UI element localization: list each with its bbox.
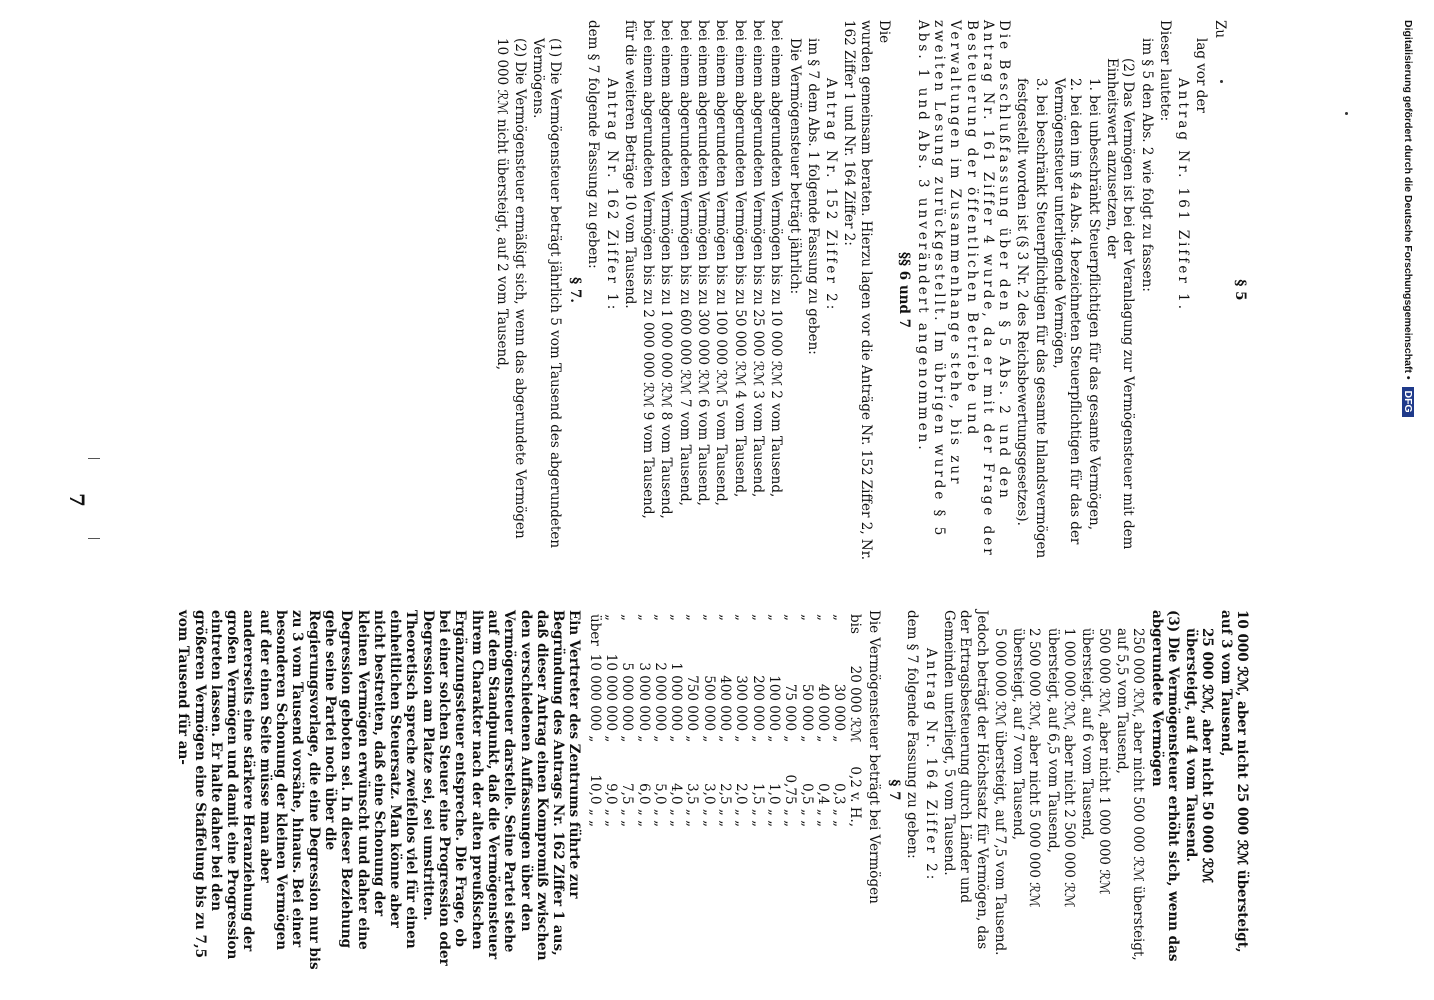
- table-cell-prefix: „: [814, 614, 831, 621]
- paragraph: wurden gemeinsam beraten. Hierzu lagen vor die Anträge Nr. 152 Ziffer 2, Nr. 162 Ziffer 1 und Nr. 164 Ziffer 2:: [841, 20, 874, 560]
- table-cell-prefix: „: [603, 614, 620, 621]
- text-line: Die Vermögensteuer beträgt bei Vermögen: [865, 610, 882, 904]
- section-heading: §§ 6 und 7: [896, 251, 913, 329]
- text-line: im § 5 den Abs. 2 wie folgt zu fassen:: [1138, 38, 1155, 292]
- text-line: 25 000 ℛℳ, aber nicht 50 000 ℛℳ übersteigt, auf 4 vom Tausend.: [1183, 628, 1216, 884]
- section-heading: § 5: [1232, 279, 1248, 301]
- table-cell-prefix: „: [651, 614, 668, 621]
- table-cell-prefix: „: [749, 614, 766, 621]
- table-cell-rate: 3,5 „ „: [684, 783, 701, 828]
- table-row: [847, 610, 863, 831]
- table-cell-amount: 2 000 000 „: [651, 662, 668, 743]
- table-cell-amount: 3 000 000 „: [635, 662, 652, 743]
- table-cell-rate: 10,0 „ „: [586, 774, 603, 828]
- text-line: bei einem abgerundeten Vermögen bis zu 50 000 ℛℳ 4 vom Tausend,: [731, 20, 748, 498]
- text-line: 1. bei unbeschränkt Steuerpflichtigen für das gesamte Vermögen,: [1085, 78, 1102, 531]
- table-cell-rate: 0,2 v. H.,: [847, 766, 864, 828]
- table-row: [684, 610, 700, 831]
- left-column: [492, 20, 1250, 560]
- text-line: 1 000 000 ℛℳ, aber nicht 2 500 000 ℛℳ übersteigt, auf 6,5 vom Tausend,: [1044, 628, 1078, 908]
- table-row: [668, 610, 684, 831]
- table-cell-amount: 100 000 „: [765, 675, 782, 743]
- table-cell-prefix: „: [684, 614, 701, 621]
- text-line: 5 000 000 ℛℳ übersteigt, auf 7,5 vom Tausend.: [991, 628, 1008, 956]
- table-cell-prefix: bis: [847, 614, 864, 634]
- table-cell-amount: 40 000 „: [814, 683, 831, 743]
- table-cell-amount: 10 000 000 „: [586, 653, 603, 743]
- paragraph: Ein Vertreter des Zentrums führte zur Begründung des Antrags Nr. 162 Ziffer 1 aus, daß dieser Antrag einen Kompromiß zwischen den verschiedenen Auffassungen über den Vermögensteuer darstelle. Seine Partei stehe auf dem Standpunkt, daß die Vermögensteuer ihrem Charakter nach der alten preußischen Ergänzungssteuer entspreche. Die Frage, ob bei einer solchen Steuer eine Progression oder Degression am Platze sei, sei umstritten. Theoretisch spreche zweifellos viel für einen einheitlichen Steuersatz. Man könne aber nicht bestreiten, daß eine Schonung der kleinen Vermögen erwünscht und daher eine Degression geboten sei. In dieser Beziehung gehe seine Partei noch über die Regierungsvorlage, die eine Degression nur bis zu 3 vom Tausend vorsähe, hinaus. Bei einer besonderen Schonung der kleinen Vermögen auf der einen Seite müsse man aber andererseits eine stärkere Heranziehung der großen Vermögen und damit eine Progression eintreten lassen. Er halte daher bei den größeren Vermögen eine Staffelung bis zu 7,5 vom Tausend für an-: [175, 610, 583, 970]
- table-row: [603, 610, 619, 831]
- table-cell-rate: 3,0 „ „: [700, 783, 717, 828]
- motion-title: Antrag Nr. 161 Ziffer 1.: [1175, 78, 1192, 313]
- table-cell-prefix: „: [619, 614, 636, 621]
- text-line: dem § 7 folgende Fassung zu geben:: [904, 610, 921, 859]
- text-line: festgestellt worden ist (§ 3 Nr. 2 des Reichsbewertungsgesetzes).: [1014, 78, 1031, 526]
- text-line: (2) Die Vermögensteuer ermäßigt sich, wenn das abgerundete Vermögen: [512, 38, 529, 539]
- text-line: Dieser lautete:: [1156, 20, 1173, 122]
- table-cell-rate: 0,3 „ „: [831, 783, 848, 828]
- text-line: dem § 7 folgende Fassung zu geben:: [585, 20, 602, 269]
- table-cell-amount: 1 000 000 „: [668, 662, 685, 743]
- table-cell-amount: 10 000 000 „: [603, 653, 620, 743]
- text-line: (2) Das Vermögen ist bei der Veranlagung zur Vermögensteuer mit dem Einheitswert anzusetzen, der: [1103, 58, 1137, 550]
- table-row: [782, 610, 798, 831]
- table-cell-rate: 2,5 „ „: [717, 783, 734, 828]
- table-row: [798, 610, 814, 831]
- text-line: bei einem abgerundeten Vermögen bis zu 25 000 ℛℳ 3 vom Tausend,: [749, 20, 766, 498]
- text-line: 2. bei den im § 4a Abs. 4 bezeichneten Steuerpflichtigen für das der Vermögensteuer unterliegende Vermögen,: [1051, 78, 1084, 545]
- table-cell-amount: 75 000 „: [782, 683, 799, 743]
- table-row: [766, 610, 782, 831]
- text-line: bei einem abgerundeten Vermögen bis zu 300 000 ℛℳ 6 vom Tausend,: [695, 20, 712, 506]
- table-cell-amount: 30 000 „: [831, 683, 848, 743]
- digitization-notice: [1394, 20, 1414, 990]
- table-row: [652, 610, 668, 831]
- table-row: [717, 610, 733, 831]
- margin-mark: [88, 538, 100, 539]
- table-cell-amount: 300 000 „: [733, 675, 750, 743]
- paragraph: Jedoch beträgt der Höchstsatz für Vermögen, das der Ertragsbesteuerung durch Länder und Gemeinden unterliegt, 5 vom Tausend.: [940, 610, 990, 950]
- table-cell-rate: 1,5 „ „: [749, 783, 766, 828]
- table-cell-amount: 5 000 000 „: [619, 662, 636, 743]
- text-line: 500 000 ℛℳ, aber nicht 1 000 000 ℛℳ übersteigt, auf 6 vom Tausend,: [1079, 628, 1112, 895]
- scan-speck: [1345, 112, 1348, 115]
- text-line: bei einem abgerundeten Vermögen bis zu 10 000 ℛℳ 2 vom Tausend,: [768, 20, 785, 498]
- table-cell-rate: 1,0 „ „: [765, 783, 782, 828]
- table-cell-rate: 9,0 „ „: [603, 783, 620, 828]
- dfg-logo: DFG: [1402, 387, 1414, 417]
- text-line: 3. bei beschränkt Steuerpflichtigen für das gesamte Inlandsvermögen: [1032, 78, 1049, 559]
- text-line: Die Vermögensteuer beträgt jährlich:: [786, 38, 803, 295]
- text-line: 250 000 ℛℳ, aber nicht 500 000 ℛℳ übersteigt, auf 5,5 vom Tausend,: [1113, 628, 1147, 961]
- digitization-text: Digitalisierung gefördert durch die Deutsche Forschungsgemeinschaft •: [1402, 20, 1414, 380]
- table-cell-prefix: „: [733, 614, 750, 621]
- table-cell-rate: 6,0 „ „: [635, 783, 652, 828]
- table-cell-amount: 400 000 „: [717, 675, 734, 743]
- motion-title: Antrag Nr. 164 Ziffer 2:: [922, 648, 939, 883]
- table-row: [619, 610, 635, 831]
- table-row: [586, 610, 602, 831]
- table-cell-rate: 0,4 „ „: [814, 783, 831, 828]
- table-cell-prefix: „: [717, 614, 734, 621]
- text-line: lag vor der: [1193, 38, 1210, 113]
- text-line: bei einem abgerundeten Vermögen bis zu 600 000 ℛℳ 7 vom Tausend,: [676, 20, 693, 506]
- table-cell-rate: 7,5 „ „: [619, 783, 636, 828]
- text-line: für die weiteren Beträge 10 vom Tausend.: [621, 20, 638, 309]
- table-row: [635, 610, 651, 831]
- text-line: bei einem abgerundeten Vermögen bis zu 2 000 000 ℛℳ 9 vom Tausend,: [640, 20, 657, 519]
- table-cell-rate: 4,0 „ „: [668, 783, 685, 828]
- table-cell-prefix: „: [831, 614, 848, 621]
- text-line: bei einem abgerundeten Vermögen bis zu 1 000 000 ℛℳ 8 vom Tausend,: [658, 20, 675, 519]
- text-line: bei einem abgerundeten Vermögen bis zu 100 000 ℛℳ 5 vom Tausend,: [713, 20, 730, 506]
- table-cell-prefix: „: [635, 614, 652, 621]
- table-cell-prefix: „: [668, 614, 685, 621]
- table-cell-amount: 500 000 „: [700, 675, 717, 743]
- table-cell-amount: 750 000 „: [684, 675, 701, 743]
- text-line: Die: [876, 20, 893, 44]
- rotated-content: [100, 20, 1250, 980]
- tax-rate-table: [586, 610, 863, 831]
- table-cell-rate: 0,75 „ „: [782, 774, 799, 828]
- table-row: [749, 610, 765, 831]
- table-cell-prefix: „: [798, 614, 815, 621]
- table-cell-rate: 5,0 „ „: [651, 783, 668, 828]
- table-cell-prefix: „: [782, 614, 799, 621]
- table-cell-prefix: „: [765, 614, 782, 621]
- text-line: im § 7 dem Abs. 1 folgende Fassung zu geben:: [804, 38, 821, 355]
- text-line: (1) Die Vermögensteuer beträgt jährlich 5 vom Tausend des abgerundeten Vermögens.: [530, 38, 563, 549]
- table-cell-prefix: „: [700, 614, 717, 621]
- section-heading: § 7.: [567, 277, 584, 303]
- motion-title: Antrag Nr. 162 Ziffer 1:: [603, 78, 620, 313]
- margin-mark: [88, 458, 100, 459]
- table-row: [701, 610, 717, 831]
- table-row: [733, 610, 749, 831]
- right-column: [173, 610, 1250, 970]
- text-line: (3) Die Vermögensteuer erhöht sich, wenn das abgerundete Vermögen: [1148, 610, 1181, 962]
- text-line: Zu: [1211, 20, 1228, 39]
- table-cell-rate: 2,0 „ „: [733, 783, 750, 828]
- page-number: 7: [64, 493, 89, 507]
- paragraph: Die Beschlußfassung über den § 5 Abs. 2 und den Antrag Nr. 161 Ziffer 4 wurde, da er mit der Frage der Besteuerung der öffentlichen Betriebe und Verwaltungen im Zusammenhange stehe, bis zur zweiten Lesung zurückgestellt. Im übrigen wurde § 5 Abs. 1 und Abs. 3 unverändert angenommen.: [914, 20, 1013, 558]
- table-cell-rate: 0,5 „ „: [798, 783, 815, 828]
- table-cell-prefix: über: [586, 614, 603, 646]
- text-line: 10 000 ℛℳ nicht übersteigt, auf 2 vom Tausend,: [493, 38, 510, 371]
- table-cell-amount: 20 000 ℛℳ: [847, 665, 864, 743]
- text-line: 10 000 ℛℳ, aber nicht 25 000 ℛℳ übersteigt, auf 3 vom Tausend,: [1217, 610, 1250, 953]
- text-line: 2 500 000 ℛℳ, aber nicht 5 000 000 ℛℳ übersteigt, auf 7 vom Tausend,: [1010, 628, 1043, 908]
- section-heading: § 7: [886, 779, 903, 801]
- table-row: [815, 610, 831, 831]
- table-cell-amount: 200 000 „: [749, 675, 766, 743]
- table-cell-amount: 50 000 „: [798, 683, 815, 743]
- table-row: [831, 610, 847, 831]
- motion-title: Antrag Nr. 152 Ziffer 2:: [823, 78, 840, 313]
